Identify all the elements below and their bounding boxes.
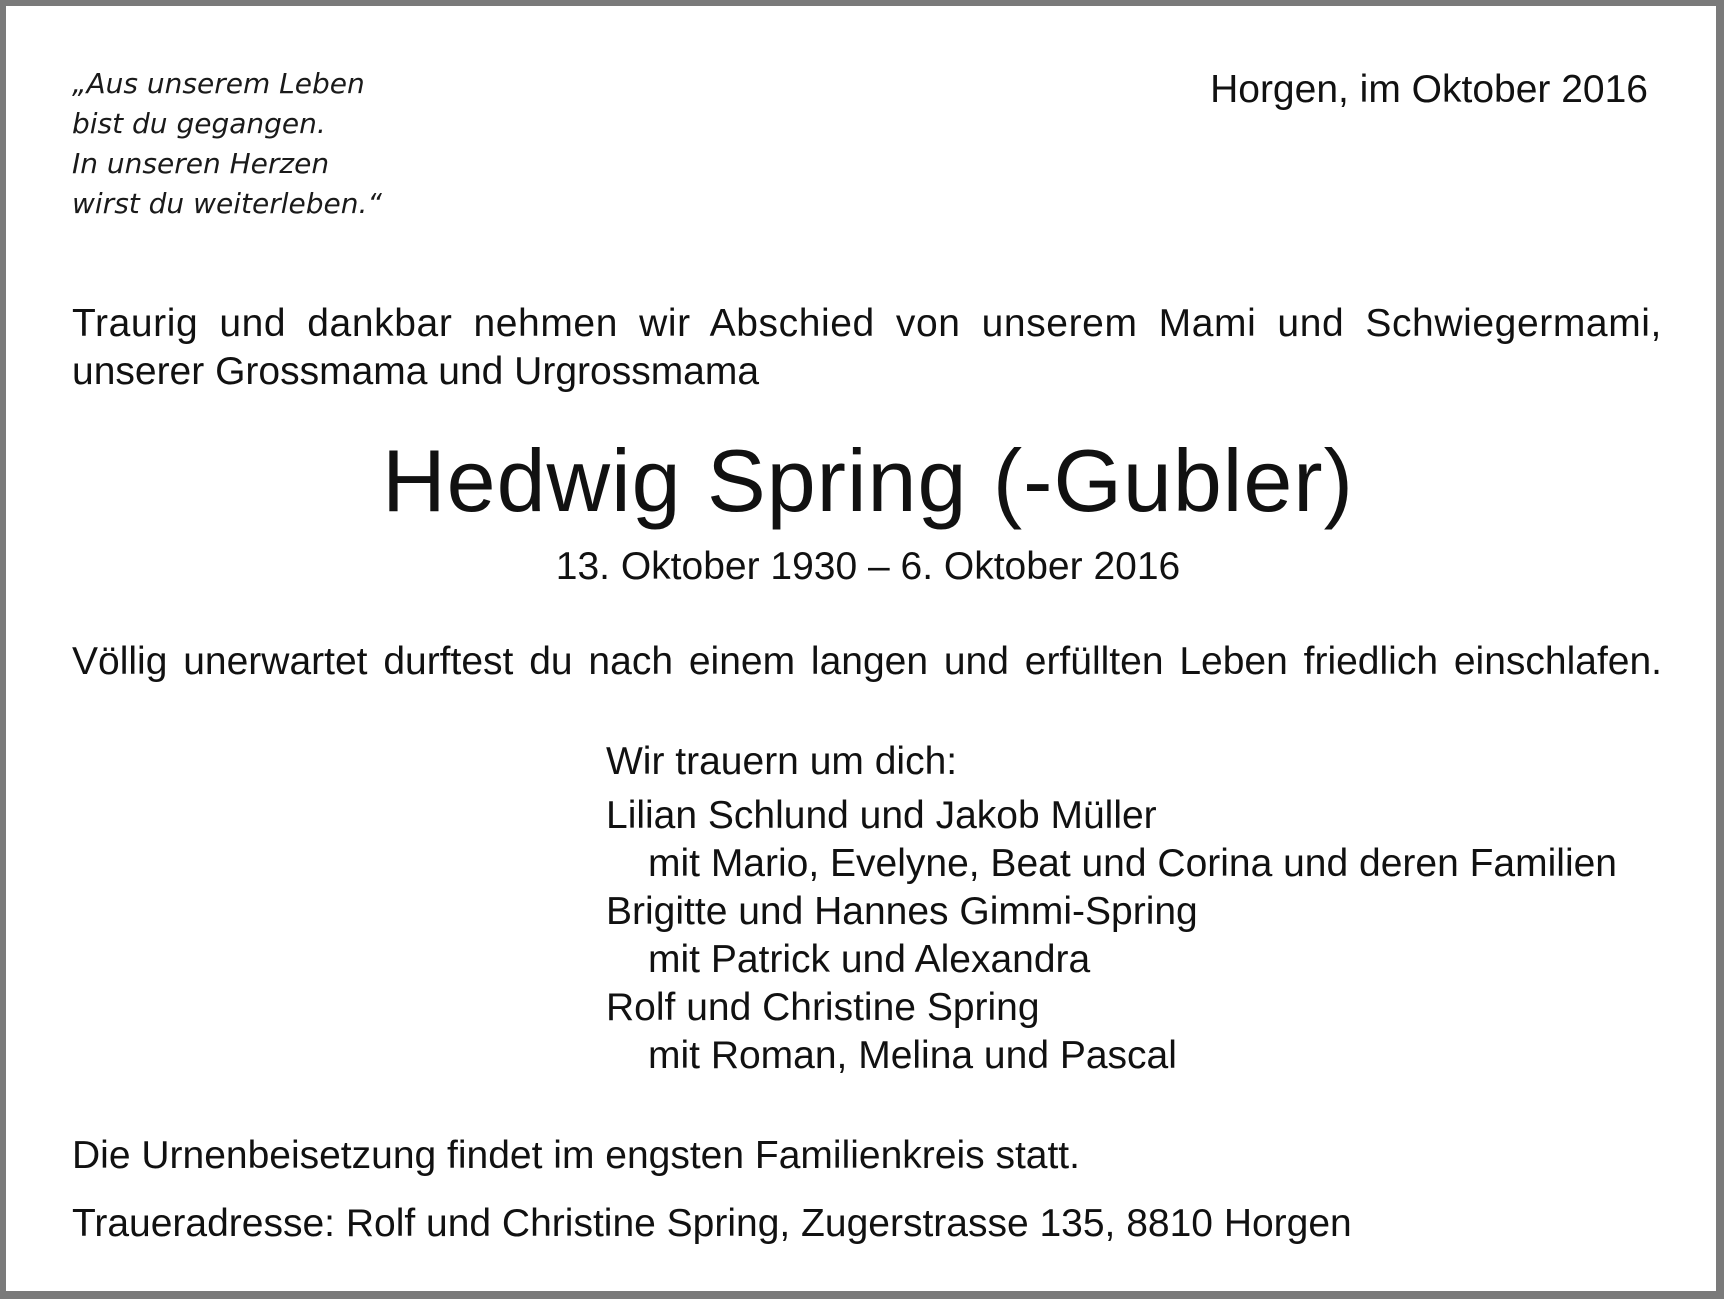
quote-line: „Aus unserem Leben xyxy=(72,67,365,100)
life-dates: 13. Oktober 1930 – 6. Oktober 2016 xyxy=(555,545,1181,588)
family-name: Lilian Schlund und Jakob Müller xyxy=(606,794,1157,837)
place-and-date: Horgen, im Oktober 2016 xyxy=(1210,68,1648,111)
quote-line: wirst du weiterleben.“ xyxy=(72,187,382,220)
intro-text xyxy=(72,300,1662,396)
burial-note: Die Urnenbeisetzung findet im engsten Familienkreis statt. xyxy=(72,1134,1080,1177)
family-members: mit Mario, Evelyne, Beat und Corina und deren Familien xyxy=(648,842,1617,885)
family-members: mit Roman, Melina und Pascal xyxy=(648,1034,1177,1077)
mourning-address: Traueradresse: Rolf und Christine Spring, Zugerstrasse 135, 8810 Horgen xyxy=(72,1202,1352,1245)
deceased-name: Hedwig Spring (-Gubler) xyxy=(382,431,1354,530)
intro-line-1: Traurig und dankbar nehmen wir Abschied von unserem Mami und Schwiegermami, xyxy=(72,302,1662,345)
quote-line: In unseren Herzen xyxy=(72,147,330,180)
family-members: mit Patrick und Alexandra xyxy=(648,938,1091,981)
intro-line-2: unserer Grossmama und Urgrossmama xyxy=(72,350,760,393)
mourners-heading: Wir trauern um dich: xyxy=(606,740,958,783)
farewell-message: Völlig unerwartet durftest du nach einem langen und erfüllten Leben friedlich einschlafen. xyxy=(72,640,1662,683)
memorial-quote xyxy=(72,64,382,224)
family-name: Rolf und Christine Spring xyxy=(606,986,1040,1029)
mourners-list xyxy=(606,792,1617,1080)
family-name: Brigitte und Hannes Gimmi-Spring xyxy=(606,890,1198,933)
quote-line: bist du gegangen. xyxy=(72,107,326,140)
